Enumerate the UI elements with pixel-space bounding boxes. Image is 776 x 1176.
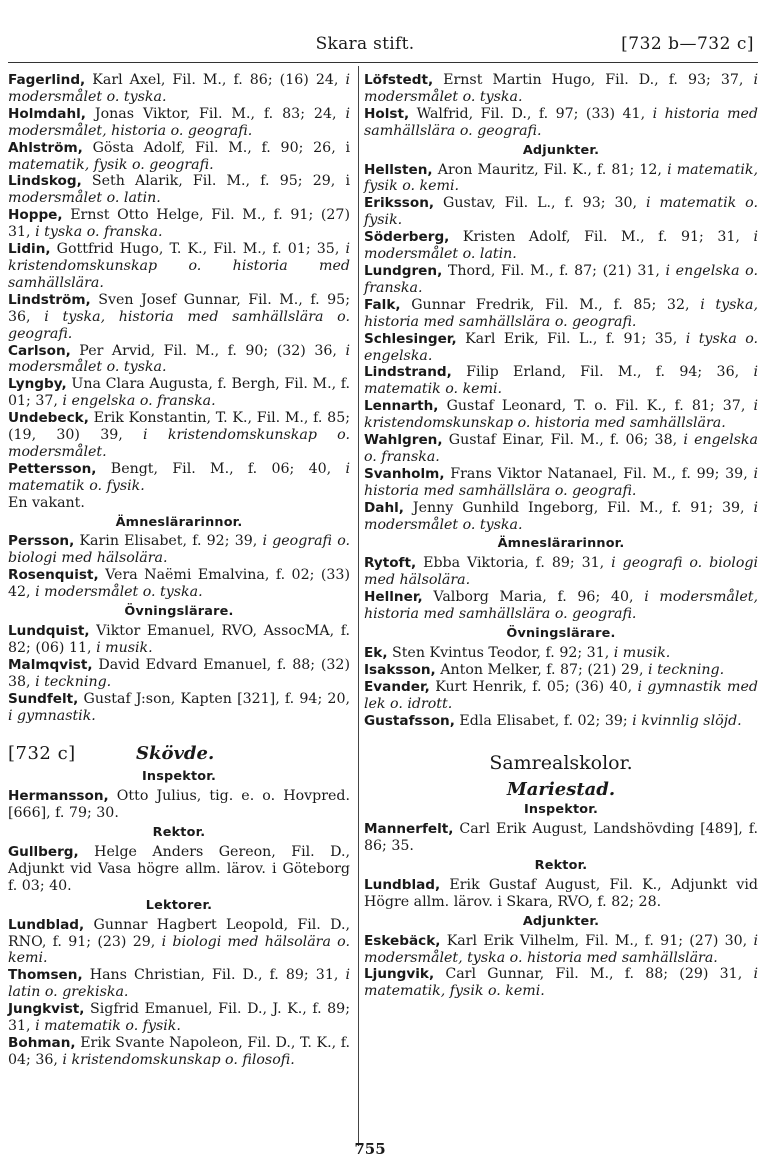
staff-details: Gustaf Einar, Fil. M., f. 06; 38,: [442, 432, 678, 449]
entry-group: [364, 72, 758, 140]
staff-surname: Lidin,: [8, 241, 51, 258]
staff-subjects: i modersmålet o. tyska.: [8, 342, 350, 376]
staff-subjects: i modersmålet o. latin.: [364, 229, 759, 263]
staff-entry: [8, 140, 350, 174]
staff-subjects: i historia med samhällslära o. geografi.: [364, 465, 758, 499]
staff-subjects: i engelska o. franska.: [62, 393, 216, 410]
staff-surname: Dahl,: [364, 499, 404, 516]
staff-subjects: i kristendomskunskap o. modersmålet.: [8, 427, 350, 460]
staff-details: Edla Elisabet, f. 02; 39;: [454, 712, 628, 729]
staff-subjects: i matematik o. fysik.: [364, 195, 758, 229]
staff-surname: Eskebäck,: [364, 932, 441, 949]
staff-surname: Lundquist,: [8, 623, 90, 639]
staff-surname: Rytoft,: [364, 555, 417, 572]
entry-group: [8, 533, 350, 601]
staff-details: Otto Julius, tig. e. o. Hovpred. [666], f. 79; 30.: [8, 788, 350, 822]
staff-details: Carl Gunnar, Fil. M., f. 88; (29) 31,: [434, 966, 743, 983]
staff-subjects: i modersmålet o. tyska.: [364, 72, 759, 105]
entry-group: [8, 72, 350, 495]
staff-details: Sigfrid Emanuel, Fil. D., J. K., f. 89; 31,: [8, 1001, 350, 1035]
staff-subjects: i teckning.: [35, 673, 112, 690]
staff-entry: [364, 106, 758, 140]
staff-entry: [364, 229, 758, 263]
staff-details: Gottfrid Hugo, T. K., Fil. M., f. 01; 35,: [50, 241, 340, 258]
staff-surname: Sundfelt,: [8, 690, 79, 707]
staff-subjects: i tyska o. franska.: [35, 224, 163, 241]
header-rule: [8, 62, 758, 63]
staff-subjects: modersmålet o. latin.: [8, 190, 161, 207]
staff-details: Erik Svante Napoleon, Fil. D., T. K., f. 04; 36,: [8, 1034, 350, 1068]
staff-entry: [8, 1001, 350, 1035]
staff-surname: Falk,: [364, 296, 401, 313]
staff-details: Aron Mauritz, Fil. K., f. 81; 12,: [432, 161, 662, 178]
staff-surname: Lindstrand,: [364, 364, 452, 381]
staff-entry: [8, 207, 350, 241]
section-heading: Adjunkter.: [522, 913, 600, 929]
staff-entry: [364, 195, 758, 229]
staff-details: Una Clara Augusta, f. Bergh, Fil. M., f. 01; 37,: [8, 376, 350, 410]
entry-group: [364, 877, 758, 911]
staff-details: Frans Viktor Natanael, Fil. M., f. 99; 39,: [444, 465, 748, 482]
staff-surname: Lindström,: [8, 291, 91, 308]
staff-details: David Edvard Emanuel, f. 88; (32) 38,: [8, 656, 350, 690]
section-heading: Övningslärare.: [506, 626, 616, 641]
staff-entry: [364, 933, 758, 967]
staff-subjects: i matematik o. kemi.: [364, 364, 758, 398]
staff-surname: Gustafsson,: [364, 712, 455, 729]
staff-surname: Eriksson,: [364, 195, 435, 212]
staff-entry: [8, 623, 350, 657]
staff-entry: [364, 72, 758, 106]
entry-group: [364, 933, 758, 1001]
staff-subjects: i gymnastik.: [8, 707, 96, 724]
vacancy-note: En vakant.: [8, 494, 85, 511]
staff-subjects: i matematik, fysik o. kemi.: [364, 161, 758, 195]
entry-group: [364, 821, 758, 855]
staff-surname: Lennarth,: [364, 398, 439, 415]
staff-surname: Lyngby,: [8, 376, 67, 393]
staff-surname: Pettersson,: [8, 460, 97, 477]
staff-entry: [8, 72, 350, 106]
staff-details: Gustaf J:son, Kapten [321], f. 94; 20,: [78, 690, 350, 707]
staff-surname: Thomsen,: [8, 967, 83, 984]
right-column: [364, 72, 758, 1000]
staff-subjects: i kristendomskunskap o. filosofi.: [62, 1051, 295, 1068]
staff-details: Karl Axel, Fil. M., f. 86; (16) 24,: [85, 72, 339, 88]
staff-entry: [364, 500, 758, 534]
staff-entry: [364, 679, 758, 713]
staff-details: Karl Erik Vilhelm, Fil. M., f. 91; (27) 30,: [440, 932, 748, 949]
staff-details: Vera Naëmi Emalvina, f. 02; (33) 42,: [8, 567, 350, 601]
staff-subjects: i engelska o. franska.: [364, 432, 758, 465]
staff-entry: [364, 555, 758, 589]
staff-surname: Persson,: [8, 533, 75, 550]
staff-surname: Malmqvist,: [8, 656, 93, 673]
staff-details: Seth Alarik, Fil. M., f. 95; 29, i: [81, 173, 350, 190]
staff-entry: [364, 364, 758, 398]
staff-subjects: i tyska, historia med samhällslära o. geografi.: [8, 308, 350, 342]
staff-surname: Gullberg,: [8, 843, 79, 860]
staff-details: Ebba Viktoria, f. 89; 31,: [416, 555, 605, 572]
staff-entry: [364, 821, 758, 855]
staff-details: Per Arvid, Fil. M., f. 90; (32) 36,: [70, 342, 337, 359]
staff-entry: [364, 432, 758, 466]
staff-subjects: i modersmålet o. tyska.: [364, 499, 758, 533]
section-heading: Ämneslärarinnor.: [497, 536, 625, 552]
staff-details: Carl Erik August, Landshövding [489], f. 86; 35.: [364, 821, 758, 855]
section-heading: Rektor.: [534, 857, 588, 873]
staff-entry: [364, 466, 758, 500]
page-number: 755: [354, 1140, 386, 1158]
staff-details: Ernst Martin Hugo, Fil. D., f. 93; 37,: [433, 72, 744, 88]
section-heading: Övningslärare.: [124, 604, 234, 620]
staff-details: Jenny Gunhild Ingeborg, Fil. M., f. 91; 39,: [403, 499, 745, 516]
staff-surname: Wahlgren,: [364, 432, 443, 449]
staff-surname: Svanholm,: [364, 465, 445, 482]
staff-subjects: i musik.: [96, 639, 153, 656]
staff-entry: [8, 343, 350, 377]
staff-surname: Hellsten,: [364, 161, 433, 178]
staff-entry: [364, 331, 758, 365]
staff-surname: Lundblad,: [364, 876, 441, 893]
staff-details: Gunnar Fredrik, Fil. M., f. 85; 32,: [400, 296, 690, 313]
entry-group: [8, 788, 350, 822]
mariestad-title: Mariestad.: [506, 779, 616, 801]
section-heading: Inspektor.: [141, 769, 217, 785]
town-heading: [8, 743, 350, 765]
staff-details: Anton Melker, f. 87; (21) 29,: [435, 661, 644, 678]
staff-surname: Jungkvist,: [8, 1001, 85, 1018]
staff-entry: [8, 967, 350, 1001]
staff-subjects: i tyska o. engelska.: [364, 330, 759, 364]
staff-details: Ernst Otto Helge, Fil. M., f. 91; (27) 31,: [8, 207, 350, 241]
left-column: [8, 72, 350, 1069]
staff-entry: [364, 589, 758, 623]
staff-details: Gunnar Hagbert Leopold, Fil. D., RNO, f. 91; (23) 29,: [8, 916, 350, 950]
staff-surname: Holmdahl,: [8, 105, 86, 122]
staff-surname: Schlesinger,: [364, 330, 457, 347]
staff-entry: [8, 657, 350, 691]
staff-details: Erik Gustaf August, Fil. K., Adjunkt vid Högre allm. lärov. i Skara, RVO, f. 82; 28.: [364, 876, 758, 910]
staff-entry: [364, 297, 758, 331]
staff-surname: Mannerfelt,: [364, 821, 454, 838]
staff-details: Viktor Emanuel, RVO, AssocMA, f. 82; (06) 11,: [8, 623, 350, 656]
staff-details: Sten Kvintus Teodor, f. 92; 31,: [387, 644, 610, 661]
staff-entry: [364, 713, 758, 730]
staff-surname: Hellner,: [364, 589, 423, 606]
staff-subjects: i tyska, historia med samhällslära o. geografi.: [364, 296, 758, 330]
entry-group: [8, 844, 350, 895]
staff-entry: [8, 1035, 350, 1069]
staff-surname: Bohman,: [8, 1034, 76, 1051]
staff-surname: Lundgren,: [364, 262, 443, 279]
staff-entry: [364, 966, 758, 1000]
staff-surname: Carlson,: [8, 342, 71, 359]
running-title: Skara stift.: [315, 34, 415, 54]
staff-subjects: i modersmålet o. tyska.: [8, 72, 350, 105]
staff-surname: Lundblad,: [8, 916, 85, 933]
staff-details: Gustaf Leonard, T. o. Fil. K., f. 81; 37,: [438, 398, 746, 415]
staff-subjects: i teckning.: [648, 661, 725, 678]
staff-entry: [8, 567, 350, 601]
staff-details: Bengt, Fil. M., f. 06; 40,: [96, 460, 332, 477]
staff-entry: [8, 173, 350, 207]
staff-surname: Isaksson,: [364, 661, 436, 678]
staff-subjects: i geografi o. biologi med hälsolära.: [364, 555, 758, 589]
staff-entry: [8, 691, 350, 725]
staff-surname: Ek,: [364, 644, 388, 661]
entry-group: [364, 645, 758, 730]
staff-entry: [364, 877, 758, 911]
staff-surname: Fagerlind,: [8, 72, 86, 88]
staff-subjects: i modersmålet, historia o. geografi.: [8, 105, 351, 139]
entry-group: [8, 623, 350, 724]
section-heading: Rektor.: [152, 825, 206, 841]
staff-details: Kristen Adolf, Fil. M., f. 91; 31,: [449, 229, 740, 246]
staff-details: Thord, Fil. M., f. 87; (21) 31,: [442, 262, 660, 279]
staff-entry: [8, 844, 350, 895]
staff-surname: Evander,: [364, 678, 430, 695]
staff-details: Kurt Henrik, f. 05; (36) 40,: [429, 678, 633, 695]
staff-details: Sven Josef Gunnar, Fil. M., f. 95; 36,: [8, 291, 350, 325]
staff-surname: Ahlström,: [8, 139, 83, 156]
staff-subjects: i biologi med hälsolära o. kemi.: [8, 933, 350, 967]
column-divider: [358, 66, 359, 1146]
staff-entry: [8, 410, 350, 461]
staff-surname: Söderberg,: [364, 229, 450, 246]
staff-entry: [8, 461, 350, 495]
staff-subjects: i modersmålet, tyska o. historia med samhällslära.: [364, 932, 758, 966]
staff-entry: [8, 106, 350, 140]
staff-surname: Hermansson,: [8, 788, 109, 805]
staff-subjects: i modersmålet, historia med samhällslära o. geografi.: [364, 589, 759, 623]
staff-subjects: i geografi o. biologi med hälsolära.: [8, 533, 351, 567]
staff-entry: [8, 533, 350, 567]
staff-entry: [364, 263, 758, 297]
staff-entry: [364, 398, 758, 432]
staff-details: Erik Konstantin, T. K., Fil. M., f. 85; (19, 30) 39,: [8, 410, 350, 444]
staff-entry: [364, 662, 758, 679]
staff-subjects: i historia med samhällslära o. geografi.: [364, 105, 758, 139]
staff-surname: Holst,: [364, 105, 410, 122]
staff-surname: Lindskog,: [8, 173, 82, 190]
staff-entry: [8, 241, 350, 292]
staff-entry: [8, 292, 350, 343]
staff-details: Filip Erland, Fil. M., f. 94; 36,: [451, 364, 740, 381]
entry-group: [8, 917, 350, 1069]
staff-entry: [364, 162, 758, 196]
staff-subjects: i kristendomskunskap o. historia med samhällslära.: [364, 398, 759, 432]
section-heading: Inspektor.: [523, 802, 599, 818]
staff-entry: [8, 788, 350, 822]
staff-details: Walfrid, Fil. D., f. 97; (33) 41,: [409, 105, 646, 122]
staff-subjects: i latin o. grekiska.: [8, 967, 350, 1001]
samrealskolor-title: Samrealskolor.: [489, 752, 633, 775]
section-heading: Ämneslärarinnor.: [115, 514, 243, 530]
staff-details: Karin Elisabet, f. 92; 39,: [74, 533, 258, 550]
staff-surname: Rosenquist,: [8, 567, 99, 584]
entry-group: [364, 555, 758, 623]
town-code: [732 c]: [8, 743, 76, 765]
staff-subjects: i matematik o. fysik.: [8, 460, 351, 494]
staff-subjects: matematik, fysik o. geografi.: [8, 156, 214, 173]
staff-entry: [8, 917, 350, 968]
staff-subjects: i engelska o. franska.: [364, 262, 758, 296]
staff-subjects: i matematik o. fysik.: [35, 1018, 181, 1035]
staff-surname: Undebeck,: [8, 410, 89, 427]
staff-details: Helge Anders Gereon, Fil. D., Adjunkt vid Vasa högre allm. lärov. i Göteborg f. 03; 40.: [8, 843, 350, 894]
staff-details: Hans Christian, Fil. D., f. 89; 31,: [82, 967, 339, 984]
staff-subjects: i gymnastik med lek o. idrott.: [364, 678, 758, 712]
town-name: Skövde.: [136, 743, 215, 765]
section-heading: Lektorer.: [145, 897, 213, 913]
staff-entry: [8, 376, 350, 410]
staff-subjects: i modersmålet o. tyska.: [35, 584, 203, 601]
staff-entry: [364, 645, 758, 662]
entry-group: [364, 162, 758, 534]
staff-details: Gustav, Fil. L., f. 93; 30,: [434, 195, 638, 212]
staff-surname: Ljungvik,: [364, 966, 435, 983]
section-heading: Adjunkter.: [522, 142, 600, 158]
staff-subjects: i musik.: [613, 644, 671, 661]
staff-subjects: i kvinnlig slöjd.: [632, 712, 742, 729]
staff-details: Gösta Adolf, Fil. M., f. 90; 26, i: [82, 139, 350, 156]
staff-surname: Löfstedt,: [364, 72, 434, 88]
staff-subjects: i kristendomskunskap o. historia med samhällslära.: [8, 241, 350, 291]
staff-details: Valborg Maria, f. 96; 40,: [422, 589, 634, 606]
section-code: [732 b—732 c]: [621, 34, 754, 54]
staff-subjects: i matematik, fysik o. kemi.: [364, 966, 758, 1000]
staff-details: Karl Erik, Fil. L., f. 91; 35,: [456, 330, 678, 347]
staff-details: Jonas Viktor, Fil. M., f. 83; 24,: [85, 105, 337, 122]
staff-surname: Hoppe,: [8, 207, 63, 224]
